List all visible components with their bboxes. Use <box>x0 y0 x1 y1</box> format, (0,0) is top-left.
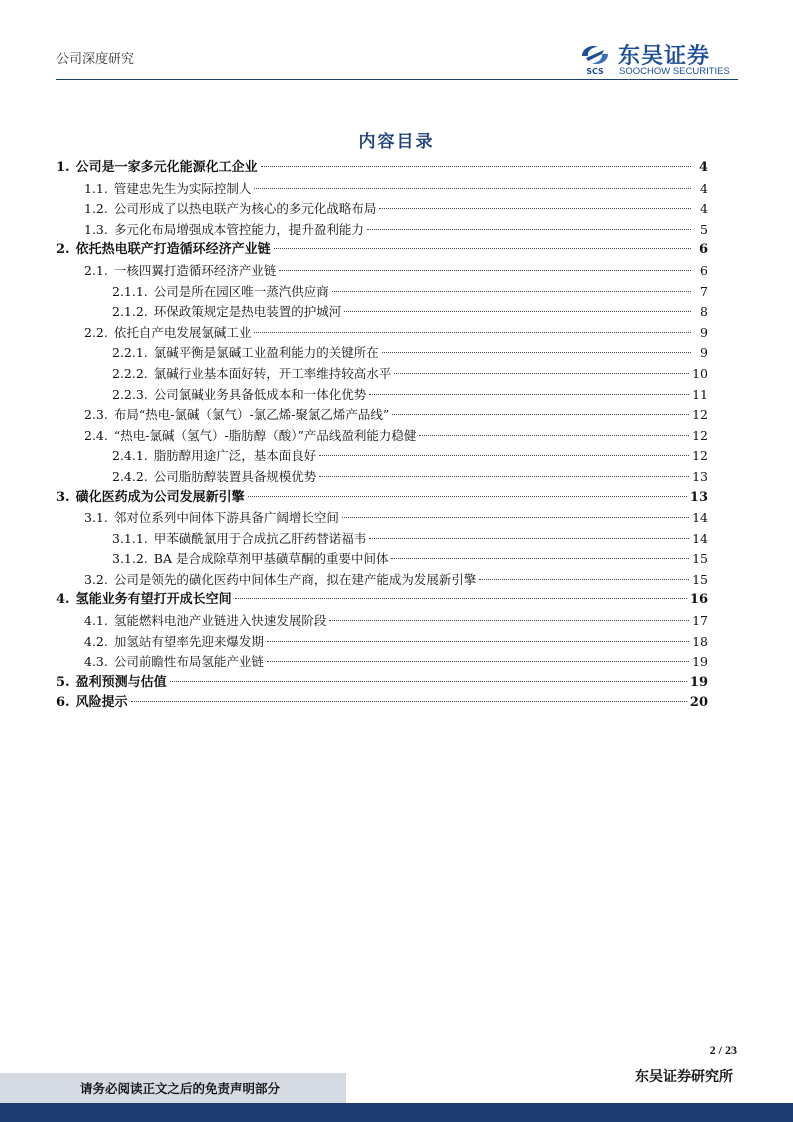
logo-english-name: SOOCHOW SECURITIES <box>619 66 730 77</box>
toc-entry[interactable] <box>56 488 708 509</box>
toc-dot-leader <box>329 619 689 621</box>
toc-entry[interactable] <box>56 467 708 488</box>
toc-entry-text: 氢能业务有望打开成长空间 <box>75 592 232 608</box>
toc-entry-page: 19 <box>692 654 708 670</box>
toc-entry-label <box>112 549 388 570</box>
toc-entry-text: 加氢站有望率先迎来爆发期 <box>113 633 264 649</box>
toc-entry-page: 9 <box>700 324 708 340</box>
toc-entry-page: 18 <box>692 633 708 649</box>
toc-entry-label <box>84 179 251 200</box>
toc-entry[interactable] <box>56 570 708 591</box>
toc-entry-label <box>84 632 264 653</box>
toc-entry-label <box>56 240 271 261</box>
toc-entry-label <box>56 488 245 509</box>
toc-entry-label <box>56 673 167 694</box>
toc-entry-text: 盈利预测与估值 <box>75 674 167 690</box>
toc-entry-label <box>112 343 379 364</box>
toc-entry[interactable] <box>56 261 708 282</box>
toc-entry-label <box>112 446 316 467</box>
toc-entry-label <box>56 590 232 611</box>
toc-dot-leader <box>279 269 691 271</box>
toc-dot-leader <box>267 660 689 662</box>
toc-entry-number: 3.1.1. <box>112 530 148 546</box>
toc-entry[interactable] <box>56 179 708 200</box>
toc-entry-number: 2.1. <box>84 262 108 278</box>
toc-entry-page: 16 <box>689 592 708 608</box>
footer-disclaimer: 请务必阅读正文之后的免责声明部分 <box>80 1081 281 1096</box>
toc-entry-number: 2.2.1. <box>112 345 148 361</box>
header-divider <box>56 79 738 80</box>
toc-dot-leader <box>369 537 689 539</box>
toc-entry[interactable] <box>56 282 708 303</box>
toc-dot-leader <box>367 228 691 230</box>
toc-dot-leader <box>391 557 689 559</box>
toc-entry-number: 4.3. <box>84 654 108 670</box>
toc-dot-leader <box>274 247 691 249</box>
toc-entry-label <box>84 611 326 632</box>
toc-dot-leader <box>254 331 691 333</box>
toc-entry-text: 甲苯磺酰氯用于合成抗乙肝药替诺福韦 <box>153 530 367 546</box>
toc-dot-leader <box>319 475 689 477</box>
toc-dot-leader <box>332 290 691 292</box>
toc-entry[interactable] <box>56 385 708 406</box>
toc-entry-label <box>84 652 264 673</box>
toc-entry-number: 2.2. <box>84 324 108 340</box>
toc-title: 内容目录 <box>358 132 435 152</box>
toc-entry-number: 3.2. <box>84 571 108 587</box>
footer-organization: 东吴证券研究所 <box>635 1069 733 1085</box>
toc-entry-page: 5 <box>700 221 708 237</box>
toc-entry-label <box>84 570 476 591</box>
toc-dot-leader <box>248 495 687 497</box>
toc-dot-leader <box>342 516 689 518</box>
toc-entry[interactable] <box>56 240 708 261</box>
toc-entry-text: 一核四翼打造循环经济产业链 <box>113 262 277 278</box>
toc-entry-page: 12 <box>692 448 708 464</box>
toc-entry-text: 管建忠先生为实际控制人 <box>113 180 252 196</box>
toc-entry-number: 2. <box>56 242 70 258</box>
toc-entry-page: 17 <box>692 613 708 629</box>
toc-entry-number: 1.3. <box>84 221 108 237</box>
toc-entry-label <box>112 302 341 323</box>
toc-dot-leader <box>392 413 689 415</box>
toc-entry[interactable] <box>56 220 708 241</box>
toc-entry[interactable] <box>56 673 708 694</box>
toc-dot-leader <box>344 310 691 312</box>
toc-entry-page: 15 <box>692 551 708 567</box>
toc-dot-leader <box>261 165 691 167</box>
toc-entry-text: 风险提示 <box>75 695 128 711</box>
toc-entry[interactable] <box>56 549 708 570</box>
toc-entry-text: 布局“热电-氯碱（氯气）-氯乙烯-聚氯乙烯产品线” <box>113 407 390 423</box>
toc-entry-page: 4 <box>700 180 708 196</box>
toc-entry-page: 4 <box>700 201 708 217</box>
toc-entry-text: 公司是领先的磺化医药中间体生产商，拟在建产能成为发展新引擎 <box>113 571 477 587</box>
toc-entry-label <box>84 220 364 241</box>
toc-entry[interactable] <box>56 446 708 467</box>
toc-dot-leader <box>267 640 689 642</box>
toc-entry-number: 5. <box>56 674 70 690</box>
toc-entry-text: 邻对位系列中间体下游具备广阔增长空间 <box>113 510 339 526</box>
toc-entry-page: 4 <box>698 160 708 175</box>
toc-entry-text: BA 是合成除草剂甲基磺草酮的重要中间体 <box>153 551 389 567</box>
toc-entry-page: 20 <box>689 695 708 711</box>
toc-entry-text: 公司是所在园区唯一蒸汽供应商 <box>153 283 329 299</box>
toc-entry-text: 公司氯碱业务具备低成本和一体化优势 <box>153 386 367 402</box>
toc-entry-number: 1.1. <box>84 180 108 196</box>
toc-entry-number: 2.1.1. <box>112 283 148 299</box>
toc-entry-label <box>56 693 128 714</box>
toc-entry-label <box>84 405 389 426</box>
toc-entry-text: 多元化布局增强成本管控能力，提升盈利能力 <box>113 221 364 237</box>
toc-entry-page: 12 <box>692 407 708 423</box>
toc-dot-leader <box>419 434 689 436</box>
toc-entry-number: 1. <box>56 160 70 175</box>
toc-entry-number: 2.4. <box>84 427 108 443</box>
toc-dot-leader <box>170 680 687 682</box>
toc-entry-page: 6 <box>700 262 708 278</box>
toc-entry-page: 13 <box>692 468 708 484</box>
toc-entry-page: 11 <box>692 386 708 402</box>
toc-entry-number: 2.2.3. <box>112 386 148 402</box>
toc-entry-label <box>84 199 376 220</box>
toc-entry[interactable] <box>56 693 708 714</box>
toc-entry-text: 公司是一家多元化能源化工企业 <box>75 160 258 175</box>
toc-entry[interactable] <box>56 323 708 344</box>
toc-entry[interactable] <box>56 590 708 611</box>
toc-entry-text: 磺化医药成为公司发展新引擎 <box>75 489 245 505</box>
toc-entry-number: 3. <box>56 489 70 505</box>
toc-entry[interactable] <box>56 405 708 426</box>
toc-entry-number: 6. <box>56 695 70 711</box>
toc-entry-text: “热电-氯碱（氢气）-脂肪醇（酸）”产品线盈利能力稳健 <box>113 427 417 443</box>
toc-dot-leader <box>254 187 691 189</box>
toc-dot-leader <box>382 351 691 353</box>
toc-entry-text: 氢能燃料电池产业链进入快速发展阶段 <box>113 613 327 629</box>
toc-entry-page: 10 <box>692 365 708 381</box>
svg-text:SCS: SCS <box>586 67 604 76</box>
toc-entry-page: 9 <box>700 345 708 361</box>
toc-entry-text: 公司脂肪醇装置具备规模优势 <box>153 468 317 484</box>
page-number: 2 / 23 <box>709 1043 737 1057</box>
toc-entry[interactable] <box>56 508 708 529</box>
toc-dot-leader <box>369 393 689 395</box>
company-logo <box>578 42 740 78</box>
table-of-contents <box>56 158 708 714</box>
toc-entry-label <box>112 467 316 488</box>
toc-entry-page: 7 <box>700 283 708 299</box>
toc-entry-number: 2.1.2. <box>112 304 148 320</box>
toc-entry-label <box>84 426 416 447</box>
toc-entry[interactable] <box>56 343 708 364</box>
toc-entry-page: 15 <box>692 571 708 587</box>
toc-entry-page: 14 <box>692 530 708 546</box>
toc-entry-number: 4.1. <box>84 613 108 629</box>
toc-entry-number: 2.4.1. <box>112 448 148 464</box>
toc-entry-number: 2.4.2. <box>112 468 148 484</box>
toc-entry-text: 公司形成了以热电联产为核心的多元化战略布局 <box>113 201 377 217</box>
toc-entry-page: 8 <box>700 304 708 320</box>
toc-entry-text: 依托自产电发展氯碱工业 <box>113 324 252 340</box>
toc-entry[interactable] <box>56 302 708 323</box>
toc-entry-page: 13 <box>689 489 708 505</box>
toc-entry-text: 氯碱行业基本面好转，开工率维持较高水平 <box>153 365 392 381</box>
toc-entry-label <box>112 282 329 303</box>
toc-entry-page: 14 <box>692 510 708 526</box>
toc-entry-text: 氯碱平衡是氯碱工业盈利能力的关键所在 <box>153 345 379 361</box>
toc-entry-label <box>112 364 391 385</box>
toc-entry-number: 2.2.2. <box>112 365 148 381</box>
toc-entry-text: 脂肪醇用途广泛，基本面良好 <box>153 448 317 464</box>
toc-entry[interactable] <box>56 158 708 179</box>
toc-entry-page: 12 <box>692 427 708 443</box>
toc-entry[interactable] <box>56 632 708 653</box>
toc-entry-page: 19 <box>689 674 708 690</box>
toc-entry-label <box>84 261 276 282</box>
toc-entry[interactable] <box>56 426 708 447</box>
footer-bar <box>0 1103 793 1122</box>
toc-entry-number: 3.1.2. <box>112 551 148 567</box>
toc-entry-text: 公司前瞻性布局氢能产业链 <box>113 654 264 670</box>
toc-entry-number: 2.3. <box>84 407 108 423</box>
logo-chinese-name: 东吴证券 <box>618 44 711 69</box>
toc-dot-leader <box>319 454 689 456</box>
toc-entry-label <box>84 323 251 344</box>
toc-entry[interactable] <box>56 529 708 550</box>
toc-entry-text: 环保政策规定是热电装置的护城河 <box>153 304 342 320</box>
section-label: 公司深度研究 <box>56 52 135 67</box>
toc-dot-leader <box>479 578 689 580</box>
toc-entry-text: 依托热电联产打造循环经济产业链 <box>75 242 271 258</box>
toc-entry[interactable] <box>56 199 708 220</box>
toc-dot-leader <box>379 207 691 209</box>
toc-entry[interactable] <box>56 611 708 632</box>
toc-entry[interactable] <box>56 652 708 673</box>
toc-dot-leader <box>394 372 689 374</box>
logo-mark-icon <box>578 42 612 76</box>
toc-entry-number: 1.2. <box>84 201 108 217</box>
toc-entry-page: 6 <box>698 242 708 258</box>
toc-entry-number: 4.2. <box>84 633 108 649</box>
toc-entry-number: 4. <box>56 592 70 608</box>
toc-entry-number: 3.1. <box>84 510 108 526</box>
toc-entry-label <box>84 508 339 529</box>
toc-entry-label <box>112 385 366 406</box>
toc-entry-label <box>112 529 366 550</box>
toc-dot-leader <box>131 700 687 702</box>
toc-dot-leader <box>235 597 687 599</box>
toc-entry[interactable] <box>56 364 708 385</box>
toc-entry-label <box>56 158 258 179</box>
